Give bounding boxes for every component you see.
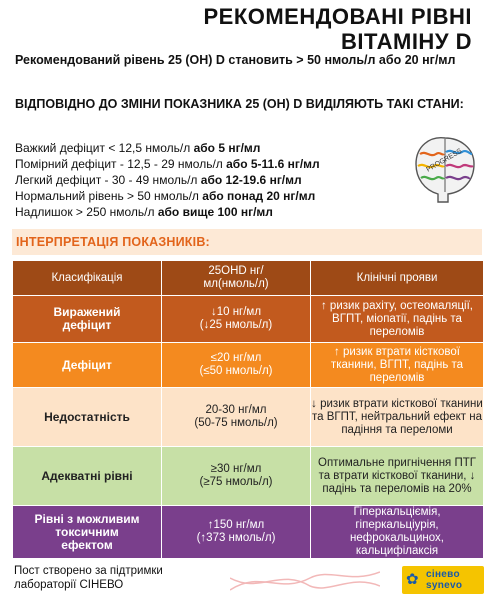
level-value: або 5-11.6 нг/мл	[226, 157, 320, 171]
level-item	[15, 188, 415, 204]
value-ng: ≥30 нг/мл	[210, 463, 262, 475]
cell-class	[13, 506, 162, 559]
table-row	[13, 447, 484, 506]
footer-credit	[14, 564, 163, 592]
cell-value	[162, 388, 311, 447]
synevo-logo	[402, 566, 484, 594]
level-value: або 12-19.6 нг/мл	[200, 173, 302, 187]
table-row	[13, 296, 484, 343]
interpretation-table	[12, 260, 484, 559]
table-header-row	[13, 261, 484, 296]
cell-value	[162, 447, 311, 506]
footer-line-1: Пост створено за підтримки	[14, 565, 163, 577]
cell-effects: Оптимальне пригнічення ПТГ та втрати кісткової тканини, ↓ падінь та переломів на 20%	[311, 447, 484, 506]
level-item	[15, 172, 415, 188]
header-value	[162, 261, 311, 296]
value-nmol: (↑373 нмоль/л)	[196, 532, 276, 544]
level-value: або 5 нг/мл	[193, 141, 261, 155]
level-item	[15, 156, 415, 172]
cell-value	[162, 343, 311, 388]
cell-effects: ↓ ризик втрати кісткової тканини та ВГПТ, нейтральний ефект на падіння та переломи	[311, 388, 484, 447]
states-heading: ВІДПОВІДНО ДО ЗМІНИ ПОКАЗНИКА 25 (OH) D ВИДІЛЯЮТЬ ТАКІ СТАНИ:	[15, 97, 464, 111]
cell-value	[162, 506, 311, 559]
table-row	[13, 506, 484, 559]
levels-list	[15, 140, 415, 220]
value-ng: ≤20 нг/мл	[210, 352, 262, 364]
cell-effects: ↑ ризик втрати кісткової тканини, ВГПТ, падінь та переломів	[311, 343, 484, 388]
logo-text-en: synevo	[426, 580, 463, 591]
header-effects: Клінічні прояви	[311, 261, 484, 296]
logo-mark-icon: ✿	[406, 571, 419, 588]
value-nmol: (≤50 нмоль/л)	[199, 365, 273, 377]
logo-text-ua: сінево	[426, 569, 460, 580]
level-text: Легкий дефіцит - 30 - 49 нмоль/л	[15, 173, 201, 187]
cell-class: Адекватні рівні	[13, 447, 162, 506]
class-label: Рівні з можливим токсичним ефектом	[34, 511, 140, 552]
title-line-2: ВІТАМІНУ D	[341, 29, 472, 54]
level-text: Помірний дефіцит - 12,5 - 29 нмоль/л	[15, 157, 227, 171]
table-row	[13, 388, 484, 447]
cell-class: Недостатність	[13, 388, 162, 447]
section-title: ІНТЕРПРЕТАЦІЯ ПОКАЗНИКІВ:	[16, 235, 210, 249]
value-nmol: (50-75 нмоль/л)	[194, 417, 278, 429]
level-item	[15, 204, 415, 220]
footer-line-2: лабораторії СІНЕВО	[14, 579, 124, 591]
decorative-dna-icon	[230, 560, 380, 596]
title-line-1: РЕКОМЕНДОВАНІ РІВНІ	[203, 4, 472, 29]
value-ng: ↑150 нг/мл	[207, 519, 265, 531]
class-label: Виражений дефіцит	[53, 305, 121, 332]
brain-label: PROGRESS	[425, 147, 464, 174]
page-title	[203, 4, 472, 54]
level-value: або вище 100 нг/мл	[157, 205, 273, 219]
value-ng: ↓10 нг/мл	[210, 306, 262, 318]
cell-value	[162, 296, 311, 343]
level-text: Нормальний рівень > 50 нмоль/л	[15, 189, 203, 203]
value-ng: 20-30 нг/мл	[205, 404, 267, 416]
level-item	[15, 140, 415, 156]
cell-class	[13, 296, 162, 343]
cell-effects: ↑ ризик рахіту, остеомаляції, ВГПТ, міопатії, падінь та переломів	[311, 296, 484, 343]
intro-text: Рекомендований рівень 25 (OH) D становить > 50 нмоль/л або 20 нг/мл	[15, 53, 456, 67]
header-classification: Класифікація	[13, 261, 162, 296]
value-nmol: (≥75 нмоль/л)	[199, 476, 273, 488]
value-nmol: (↓25 нмоль/л)	[199, 319, 273, 331]
level-value: або понад 20 нг/мл	[202, 189, 316, 203]
header-value-label: 25OHD нг/мл(нмоль/л)	[203, 265, 269, 290]
cell-class: Дефіцит	[13, 343, 162, 388]
section-header	[12, 229, 482, 255]
brain-icon	[408, 132, 482, 206]
table-row	[13, 343, 484, 388]
level-text: Важкий дефіцит < 12,5 нмоль/л	[15, 141, 194, 155]
level-text: Надлишок > 250 нмоль/л	[15, 205, 158, 219]
cell-effects: Гіперкальціємія, гіперкальціурія, нефрокальцинох, кальцифілаксія	[311, 506, 484, 559]
